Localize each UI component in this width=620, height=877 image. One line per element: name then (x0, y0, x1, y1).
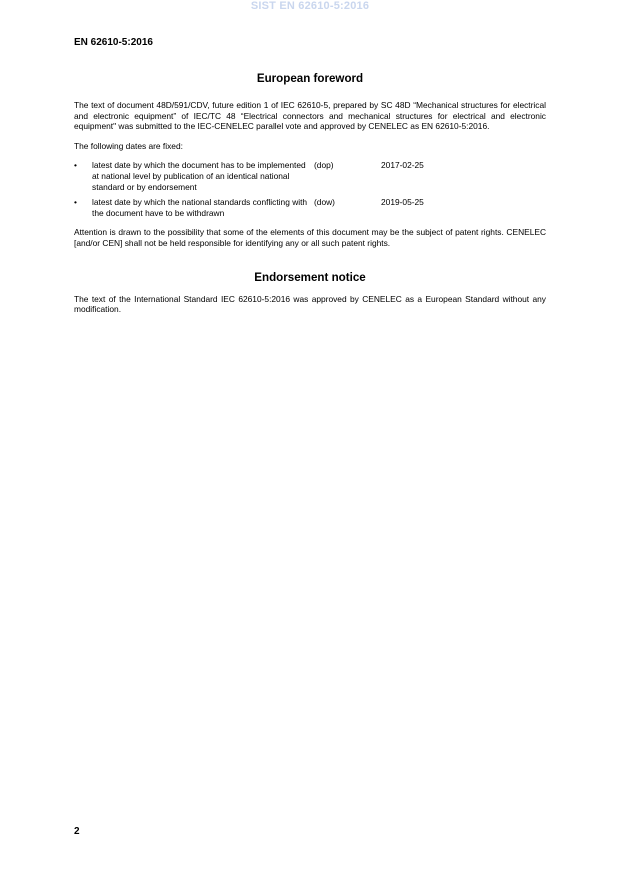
endorsement-title: Endorsement notice (254, 270, 366, 284)
document-id: EN 62610-5:2016 (74, 37, 153, 48)
dates-intro: The following dates are fixed: (74, 140, 183, 151)
watermark: SIST EN 62610-5:2016 (250, 0, 370, 12)
page-content (74, 72, 546, 315)
date-code: (dop) (314, 160, 334, 171)
date-description: latest date by which the document has to be implemented at national level by publication of an identical national standard or by endorsement (92, 160, 306, 192)
endorsement-text: The text of the International Standard IEC 62610-5:2016 was approved by CENELEC as a European Standard without any modification. (74, 293, 546, 315)
dates-list (74, 160, 546, 218)
foreword-intro: The text of document 48D/591/CDV, future edition 1 of IEC 62610-5, prepared by SC 48D “Mechanical structures for electrical and electronic equipment” of IEC/TC 48 “Electrical connectors and mechanical structures for electrical and electronic equipment" was submitted to the IEC-CENELEC parallel vote and approved by CENELEC as EN 62610-5:2016. (74, 100, 546, 132)
date-code: (dow) (314, 197, 335, 208)
bullet-icon: • (74, 197, 77, 208)
date-value: 2017-02-25 (381, 160, 424, 171)
date-description: latest date by which the national standards conflicting with the document have to be withdrawn (92, 197, 308, 218)
date-item-dop (74, 160, 546, 192)
date-item-dow (74, 197, 546, 218)
date-value: 2019-05-25 (381, 197, 424, 208)
patent-attention: Attention is drawn to the possibility that some of the elements of this document may be the subject of patent rights. CENELEC [and/or CEN] shall not be held responsible for identifying any or all such patent rights. (74, 227, 546, 248)
bullet-icon: • (74, 160, 77, 171)
foreword-title: European foreword (256, 72, 364, 85)
page-number: 2 (74, 826, 80, 837)
